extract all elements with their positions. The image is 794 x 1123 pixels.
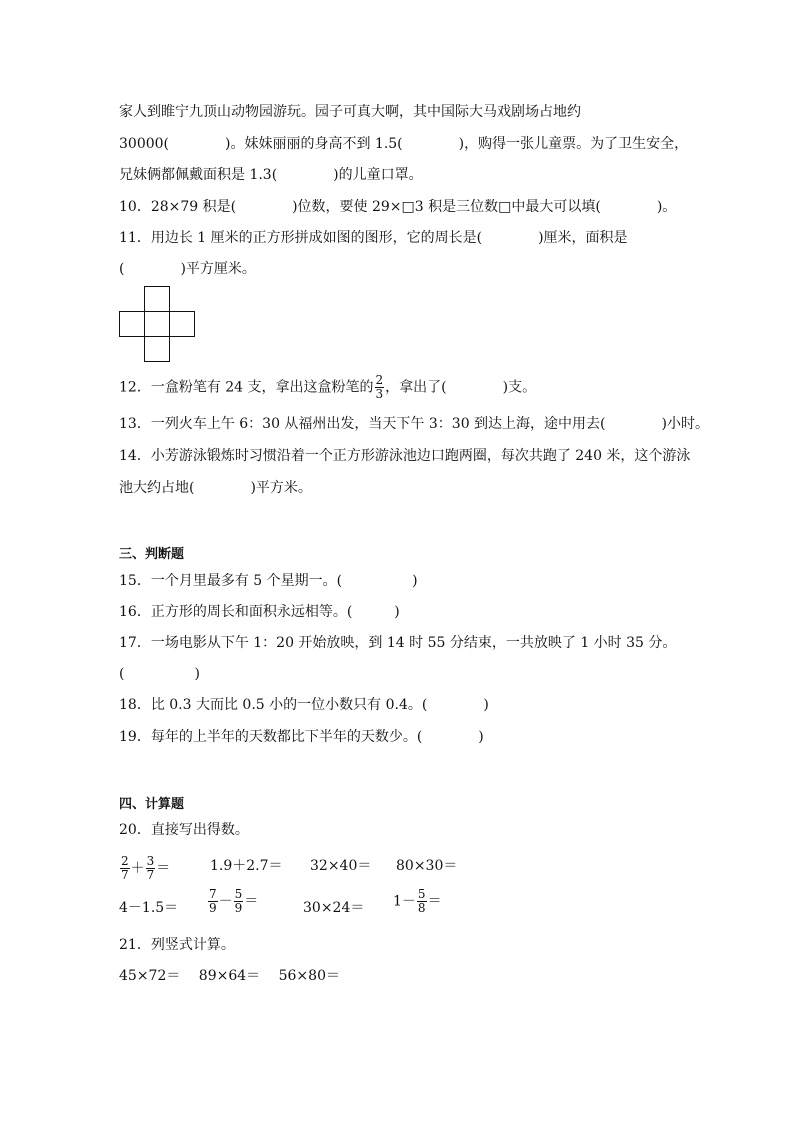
denominator: 3 xyxy=(375,387,384,401)
question-12-text: 12．一盒粉笔有 24 支，拿出这盒粉笔的 xyxy=(119,379,374,396)
calc-row1-b: 1.9＋2.7＝ xyxy=(210,858,283,874)
question-10: 10．28×79 积是( )位数，要使 29×□3 积是三位数□中最大可以填( )。 xyxy=(119,199,677,215)
denominator: 9 xyxy=(209,901,217,915)
question-13: 13．一列火车上午 6：30 从福州出发，当天下午 3：30 到达上海，途中用去( )小时。 xyxy=(119,416,709,432)
numerator: 3 xyxy=(146,854,155,868)
question-16: 16．正方形的周长和面积永远相等。( ) xyxy=(119,604,400,620)
equals-sign: ＝ xyxy=(156,860,171,877)
text-line-3: 兄妹俩都佩戴面积是 1.3( )的儿童口罩。 xyxy=(119,167,423,183)
question-17-line-1: 17．一场电影从下午 1：20 开始放映，到 14 时 55 分结束，一共放映了 1 小时 35 分。 xyxy=(119,635,677,651)
section-3-heading: 三、判断题 xyxy=(119,547,185,562)
calc-row1-a xyxy=(119,855,170,882)
calc-row2-b xyxy=(207,888,258,915)
denominator: 7 xyxy=(146,868,155,882)
denominator: 9 xyxy=(234,901,243,915)
question-19: 19．每年的上半年的天数都比下半年的天数少。( ) xyxy=(119,729,484,745)
question-14-line-2: 池大约占地( )平方米。 xyxy=(119,480,312,496)
question-14-line-1: 14．小芳游泳锻炼时习惯沿着一个正方形游泳池边口跑两圈，每次共跑了 240 米，这个游泳 xyxy=(119,448,691,464)
plus-sign: ＋ xyxy=(130,860,145,877)
calc-row1-c: 32×40＝ xyxy=(310,858,372,874)
denominator: 7 xyxy=(121,868,129,882)
calc-row2-d xyxy=(393,888,442,915)
cross-shape-figure xyxy=(119,286,195,362)
text-line-2: 30000( )。妹妹丽丽的身高不到 1.5( )，购得一张儿童票。为了卫生安全， xyxy=(119,136,689,152)
equals-sign: ＝ xyxy=(427,893,442,910)
numerator: 7 xyxy=(209,887,217,901)
question-11-line-1: 11．用边长 1 厘米的正方形拼成如图的图形，它的周长是( )厘米，面积是 xyxy=(119,230,628,246)
calc-row1-d: 80×30＝ xyxy=(396,858,458,874)
numerator: 2 xyxy=(121,854,129,868)
question-11-line-2: ( )平方厘米。 xyxy=(119,261,256,277)
question-12 xyxy=(119,374,536,401)
question-21: 21．列竖式计算。 xyxy=(119,937,235,953)
fraction xyxy=(234,888,244,915)
denominator: 8 xyxy=(417,901,426,915)
question-15: 15．一个月里最多有 5 个星期一。( ) xyxy=(119,573,418,589)
question-17-line-2: ( ) xyxy=(119,666,200,682)
equals-sign: ＝ xyxy=(244,893,259,910)
question-21-items: 45×72＝ 89×64＝ 56×80＝ xyxy=(119,968,340,984)
calc-text: 1－ xyxy=(393,893,416,910)
fraction-two-thirds xyxy=(375,374,385,401)
question-12-text-end: ，拿出了( )支。 xyxy=(385,379,537,396)
numerator: 2 xyxy=(375,373,384,387)
fraction xyxy=(417,888,427,915)
numerator: 5 xyxy=(417,887,426,901)
fraction xyxy=(208,888,218,915)
numerator: 5 xyxy=(234,887,243,901)
calc-row2-c: 30×24＝ xyxy=(303,900,365,916)
minus-sign: － xyxy=(218,893,233,910)
fraction xyxy=(146,855,156,882)
calc-row2-a: 4－1.5＝ xyxy=(119,900,179,916)
fraction xyxy=(120,855,130,882)
section-4-heading: 四、计算题 xyxy=(119,797,185,812)
text-line-1: 家人到睢宁九顶山动物园游玩。园子可真大啊，其中国际大马戏剧场占地约 xyxy=(119,104,581,120)
question-20: 20．直接写出得数。 xyxy=(119,822,249,838)
question-18: 18．比 0.3 大而比 0.5 小的一位小数只有 0.4。( ) xyxy=(119,697,489,713)
